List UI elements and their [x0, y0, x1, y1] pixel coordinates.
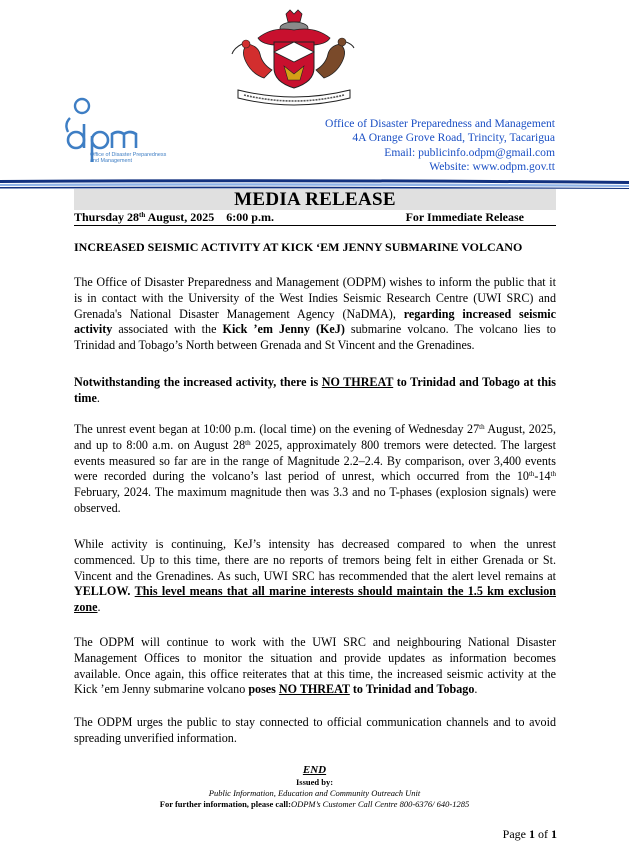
issuer-unit: Public Information, Education and Community Outreach Unit	[208, 788, 421, 798]
paragraph-2: Notwithstanding the increased activity, there is NO THREAT to Trinidad and Tobago at this time.	[74, 375, 556, 405]
logo-subtitle-line2: and Management	[90, 158, 132, 164]
org-contact-block	[295, 117, 555, 175]
odpm-logo	[62, 96, 170, 170]
page-number: Page 1 of 1	[502, 827, 557, 841]
logo-subtitle-line1: Office of Disaster Preparedness	[90, 152, 167, 158]
release-date-bar	[74, 210, 556, 226]
paragraph-3: The unrest event began at 10:00 p.m. (local time) on the evening of Wednesday 27th August, 2025, and up to 8:00 a.m. on August 28th 2025, approximately 800 tremors were detected. The largest events measured so far are in the range of Magnitude 2.2–2.4. By comparison, over 3,400 events were recorded during the volcano’s last period of unrest, which occurred from the 10th-14th February, 2024. The maximum magnitude then was 3.3 and no T-phases (explosion signals) were observed.	[74, 422, 556, 515]
org-name: Office of Disaster Preparedness and Management	[325, 117, 555, 130]
issued-by-label: Issued by:	[295, 777, 334, 787]
org-email[interactable]: Email: publicinfo.odpm@gmail.com	[384, 145, 555, 159]
headline: INCREASED SEISMIC ACTIVITY AT KICK ‘EM JENNY SUBMARINE VOLCANO	[74, 240, 523, 254]
media-release-title: MEDIA RELEASE	[74, 189, 556, 210]
org-address: 4A Orange Grove Road, Trincity, Tacarigua	[352, 131, 555, 145]
end-marker: END	[302, 764, 327, 776]
coat-of-arms-emblem	[228, 8, 360, 106]
release-status: For Immediate Release	[405, 210, 524, 224]
paragraph-5: The ODPM will continue to work with the UWI SRC and neighbouring National Disaster Management Offices to monitor the situation and provide updates as information becomes available. Once again, this office reiterates that at this time, the increased seismic activity at the Kick ’em Jenny submarine volcano poses NO THREAT to Trinidad and Tobago.	[74, 635, 556, 697]
paragraph-6: The ODPM urges the public to stay connected to official communication channels and to avoid spreading unverified information.	[74, 715, 556, 745]
paragraph-1: The Office of Disaster Preparedness and Management (ODPM) wishes to inform the public that it is in contact with the University of the West Indies Seismic Research Centre (UWI SRC) and Grenada's National Disaster Management Agency (NaDMA), regarding increased seismic activity associated with the Kick ’em Jenny (KeJ) submarine volcano. The volcano lies to Trinidad and Tobago’s North between Grenada and St Vincent and the Grenadines.	[74, 275, 557, 353]
release-date: Thursday 28th August, 2025 6:00 p.m.	[74, 210, 274, 224]
org-website[interactable]: Website: www.odpm.gov.tt	[429, 160, 555, 174]
paragraph-4: While activity is continuing, KeJ’s intensity has decreased compared to when the unrest commenced. Up to this time, there are no reports of tremors being felt in either Grenada or St. Vincent and the Grenadines. As such, UWI SRC has recommended that the alert level remains at YELLOW. This level means that all marine interests should maintain the 1.5 km exclusion zone.	[74, 537, 556, 615]
further-info: For further information, please call:ODPM’s Customer Call Centre 800-6376/ 640-1285	[159, 799, 470, 809]
